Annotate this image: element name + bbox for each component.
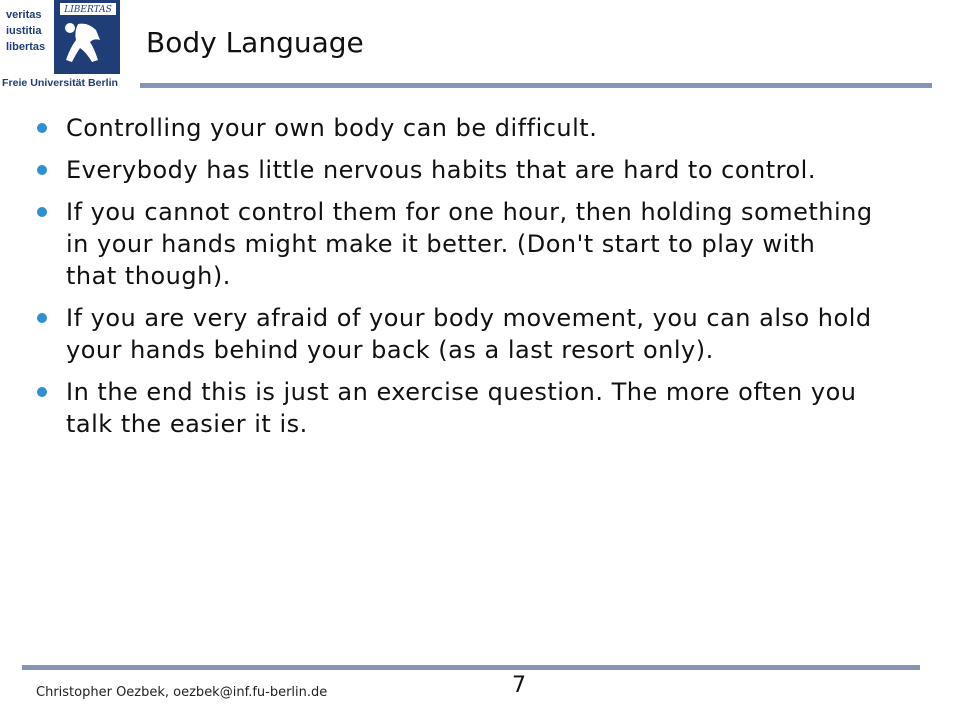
footer-divider	[22, 665, 920, 670]
logo-line-1: veritas	[6, 9, 42, 21]
page-number: 7	[512, 673, 526, 698]
bullet-item	[34, 376, 874, 440]
bullet-item	[34, 112, 874, 144]
bullet-item	[34, 302, 874, 366]
bullet-list	[34, 112, 874, 450]
bullet-text: If you cannot control them for one hour, then holding something in your hands might make it better. (Don't start to play with that though).	[66, 198, 873, 290]
logo-line-2: iustitia	[6, 25, 42, 37]
university-logo	[0, 0, 120, 90]
title-divider	[140, 83, 932, 88]
bullet-dot-icon	[37, 123, 47, 133]
bullet-text: Everybody has little nervous habits that are hard to control.	[66, 156, 816, 184]
bullet-item	[34, 154, 874, 186]
seal-star-icon	[65, 23, 75, 33]
bullet-dot-icon	[37, 313, 47, 323]
bullet-item	[34, 196, 874, 292]
bullet-text: In the end this is just an exercise question. The more often you talk the easier it is.	[66, 378, 857, 438]
logo-line-3: libertas	[6, 41, 46, 53]
bullet-dot-icon	[37, 207, 47, 217]
bullet-dot-icon	[37, 165, 47, 175]
logo-university: Freie Universität Berlin	[2, 77, 118, 89]
footer-author: Christopher Oezbek, oezbek@inf.fu-berlin.de	[36, 685, 328, 700]
seal-text: LIBERTAS	[64, 5, 112, 15]
bullet-dot-icon	[37, 387, 47, 397]
bullet-text: Controlling your own body can be difficult.	[66, 114, 598, 142]
slide-title: Body Language	[146, 26, 364, 59]
bullet-text: If you are very afraid of your body movement, you can also hold your hands behind your back (as a last resort only).	[66, 304, 872, 364]
